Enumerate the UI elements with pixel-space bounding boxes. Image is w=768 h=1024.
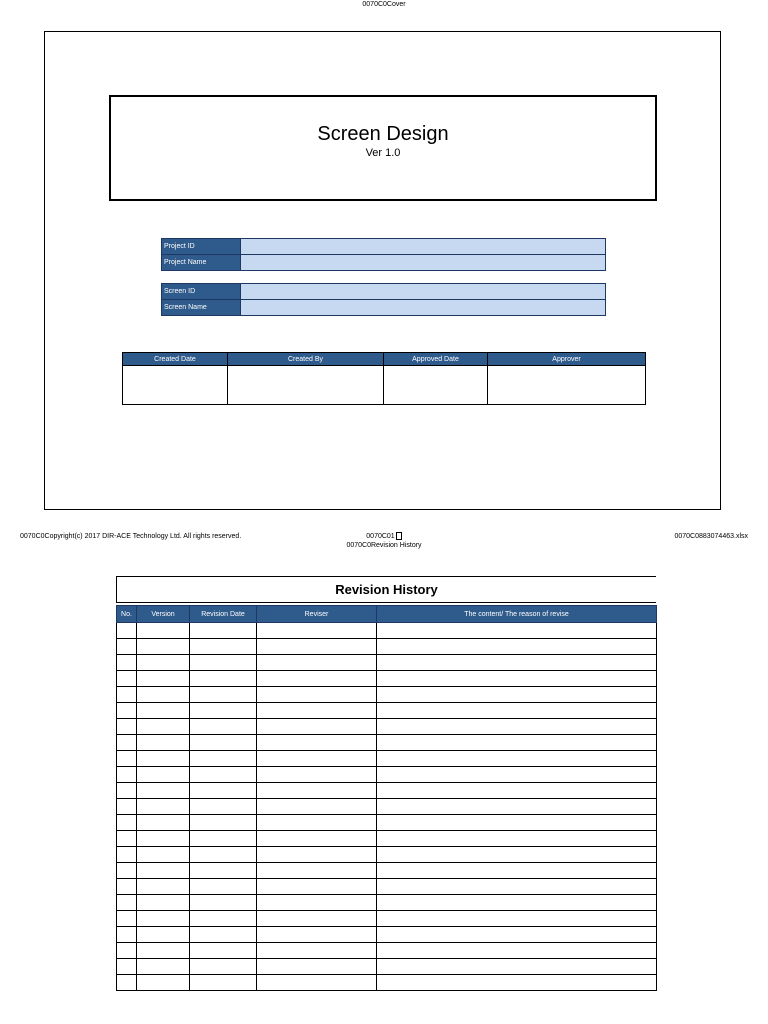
no-cell[interactable] bbox=[117, 687, 137, 703]
no-cell[interactable] bbox=[117, 655, 137, 671]
version-cell[interactable] bbox=[137, 895, 190, 911]
no-cell[interactable] bbox=[117, 927, 137, 943]
reason-cell[interactable] bbox=[377, 815, 657, 831]
revision-sheet-header: 0070C0Revision History bbox=[346, 542, 422, 549]
no-cell[interactable] bbox=[117, 975, 137, 991]
version-cell[interactable] bbox=[137, 831, 190, 847]
revision-date-cell[interactable] bbox=[190, 927, 257, 943]
table-row bbox=[117, 847, 657, 863]
screen-id-row bbox=[162, 284, 606, 300]
copyright-footer: 0070C0Copyright(c) 2017 DIR-ACE Technology Ltd. All rights reserved. bbox=[20, 533, 242, 540]
reviser-cell[interactable] bbox=[257, 735, 377, 751]
reason-cell[interactable] bbox=[377, 671, 657, 687]
revision-date-cell[interactable] bbox=[190, 751, 257, 767]
reason-cell[interactable] bbox=[377, 687, 657, 703]
reviser-cell[interactable] bbox=[257, 927, 377, 943]
table-row bbox=[117, 719, 657, 735]
table-row bbox=[117, 783, 657, 799]
created-by-header: Created By bbox=[228, 353, 384, 366]
project-name-row bbox=[162, 255, 606, 271]
version-cell[interactable] bbox=[137, 639, 190, 655]
table-row bbox=[117, 639, 657, 655]
version-cell[interactable] bbox=[137, 847, 190, 863]
version-cell[interactable] bbox=[137, 959, 190, 975]
no-cell[interactable] bbox=[117, 767, 137, 783]
created-by-cell[interactable] bbox=[228, 366, 384, 405]
screen-id-label: Screen ID bbox=[162, 284, 241, 300]
reviser-cell[interactable] bbox=[257, 959, 377, 975]
version-cell[interactable] bbox=[137, 719, 190, 735]
revision-date-cell[interactable] bbox=[190, 671, 257, 687]
reviser-cell[interactable] bbox=[257, 799, 377, 815]
revision-date-cell[interactable] bbox=[190, 703, 257, 719]
table-row bbox=[117, 927, 657, 943]
revision-date-cell[interactable] bbox=[190, 687, 257, 703]
table-row bbox=[117, 815, 657, 831]
reviser-cell[interactable] bbox=[257, 847, 377, 863]
no-cell[interactable] bbox=[117, 943, 137, 959]
page-marker-box bbox=[396, 532, 402, 540]
no-cell[interactable] bbox=[117, 959, 137, 975]
title-box bbox=[109, 95, 657, 201]
revision-table bbox=[116, 605, 657, 991]
approved-date-header: Approved Date bbox=[384, 353, 488, 366]
no-cell[interactable] bbox=[117, 735, 137, 751]
reviser-cell[interactable] bbox=[257, 719, 377, 735]
no-cell[interactable] bbox=[117, 751, 137, 767]
screen-info-table bbox=[161, 283, 606, 316]
reason-cell[interactable] bbox=[377, 703, 657, 719]
revision-date-cell[interactable] bbox=[190, 639, 257, 655]
reviser-cell[interactable] bbox=[257, 863, 377, 879]
version-cell[interactable] bbox=[137, 623, 190, 639]
reason-cell[interactable] bbox=[377, 767, 657, 783]
revision-date-cell[interactable] bbox=[190, 623, 257, 639]
created-date-cell[interactable] bbox=[123, 366, 228, 405]
page-number-text: 0070C01 bbox=[366, 533, 395, 540]
table-row bbox=[117, 799, 657, 815]
no-cell[interactable] bbox=[117, 671, 137, 687]
table-row bbox=[117, 735, 657, 751]
reason-cell[interactable] bbox=[377, 751, 657, 767]
revision-date-cell[interactable] bbox=[190, 911, 257, 927]
reason-cell[interactable] bbox=[377, 927, 657, 943]
table-row bbox=[117, 895, 657, 911]
reason-cell[interactable] bbox=[377, 799, 657, 815]
table-row bbox=[117, 959, 657, 975]
table-row bbox=[117, 863, 657, 879]
version-cell[interactable] bbox=[137, 735, 190, 751]
approved-date-cell[interactable] bbox=[384, 366, 488, 405]
table-row bbox=[117, 943, 657, 959]
version-cell[interactable] bbox=[137, 655, 190, 671]
reason-cell[interactable] bbox=[377, 943, 657, 959]
created-date-header: Created Date bbox=[123, 353, 228, 366]
version-cell[interactable] bbox=[137, 767, 190, 783]
page-number-footer bbox=[334, 532, 434, 541]
revision-title: Revision History bbox=[116, 576, 656, 603]
no-cell[interactable] bbox=[117, 719, 137, 735]
revision-date-cell[interactable] bbox=[190, 767, 257, 783]
version-cell[interactable] bbox=[137, 815, 190, 831]
revision-date-cell[interactable] bbox=[190, 895, 257, 911]
no-cell[interactable] bbox=[117, 799, 137, 815]
reason-column-header: The content/ The reason of revise bbox=[377, 606, 657, 623]
revision-date-cell[interactable] bbox=[190, 959, 257, 975]
version-column-header: Version bbox=[137, 606, 190, 623]
table-row bbox=[117, 975, 657, 991]
version-cell[interactable] bbox=[137, 975, 190, 991]
signoff-table bbox=[122, 352, 646, 405]
reviser-cell[interactable] bbox=[257, 751, 377, 767]
revision-date-cell[interactable] bbox=[190, 879, 257, 895]
no-cell[interactable] bbox=[117, 623, 137, 639]
reviser-cell[interactable] bbox=[257, 687, 377, 703]
no-cell[interactable] bbox=[117, 863, 137, 879]
reason-cell[interactable] bbox=[377, 831, 657, 847]
reason-cell[interactable] bbox=[377, 719, 657, 735]
reason-cell[interactable] bbox=[377, 879, 657, 895]
table-row bbox=[117, 751, 657, 767]
no-cell[interactable] bbox=[117, 639, 137, 655]
no-cell[interactable] bbox=[117, 879, 137, 895]
version-cell[interactable] bbox=[137, 671, 190, 687]
version-cell[interactable] bbox=[137, 863, 190, 879]
revision-date-cell[interactable] bbox=[190, 831, 257, 847]
reason-cell[interactable] bbox=[377, 783, 657, 799]
reviser-cell[interactable] bbox=[257, 671, 377, 687]
version-cell[interactable] bbox=[137, 943, 190, 959]
reviser-cell[interactable] bbox=[257, 943, 377, 959]
no-cell[interactable] bbox=[117, 831, 137, 847]
reviser-cell[interactable] bbox=[257, 783, 377, 799]
revision-date-cell[interactable] bbox=[190, 719, 257, 735]
approver-header: Approver bbox=[488, 353, 646, 366]
reviser-cell[interactable] bbox=[257, 895, 377, 911]
revision-table-body bbox=[117, 623, 657, 991]
reason-cell[interactable] bbox=[377, 623, 657, 639]
no-cell[interactable] bbox=[117, 911, 137, 927]
reviser-cell[interactable] bbox=[257, 879, 377, 895]
screen-name-label: Screen Name bbox=[162, 300, 241, 316]
version-cell[interactable] bbox=[137, 927, 190, 943]
no-cell[interactable] bbox=[117, 783, 137, 799]
reason-cell[interactable] bbox=[377, 975, 657, 991]
document-title: Screen Design bbox=[317, 123, 449, 145]
version-cell[interactable] bbox=[137, 687, 190, 703]
revision-date-cell[interactable] bbox=[190, 799, 257, 815]
reviser-column-header: Reviser bbox=[257, 606, 377, 623]
table-row bbox=[117, 623, 657, 639]
table-row bbox=[117, 911, 657, 927]
project-name-field[interactable] bbox=[241, 255, 606, 271]
reviser-cell[interactable] bbox=[257, 831, 377, 847]
version-cell[interactable] bbox=[137, 911, 190, 927]
reason-cell[interactable] bbox=[377, 863, 657, 879]
screen-name-row bbox=[162, 300, 606, 316]
version-cell[interactable] bbox=[137, 879, 190, 895]
reason-cell[interactable] bbox=[377, 655, 657, 671]
no-column-header: No. bbox=[117, 606, 137, 623]
reviser-cell[interactable] bbox=[257, 623, 377, 639]
document-version: Ver 1.0 bbox=[365, 147, 401, 159]
project-name-label: Project Name bbox=[162, 255, 241, 271]
project-id-field[interactable] bbox=[241, 239, 606, 255]
screen-id-field[interactable] bbox=[241, 284, 606, 300]
revision-date-cell[interactable] bbox=[190, 735, 257, 751]
project-info-table bbox=[161, 238, 606, 271]
table-row bbox=[117, 831, 657, 847]
table-row bbox=[117, 655, 657, 671]
reason-cell[interactable] bbox=[377, 639, 657, 655]
reviser-cell[interactable] bbox=[257, 703, 377, 719]
revision-date-cell[interactable] bbox=[190, 655, 257, 671]
no-cell[interactable] bbox=[117, 847, 137, 863]
revision-date-column-header: Revision Date bbox=[190, 606, 257, 623]
revision-date-cell[interactable] bbox=[190, 943, 257, 959]
version-cell[interactable] bbox=[137, 783, 190, 799]
revision-date-cell[interactable] bbox=[190, 975, 257, 991]
reviser-cell[interactable] bbox=[257, 815, 377, 831]
table-row bbox=[117, 767, 657, 783]
table-row bbox=[117, 671, 657, 687]
table-row bbox=[117, 687, 657, 703]
reason-cell[interactable] bbox=[377, 847, 657, 863]
revision-date-cell[interactable] bbox=[190, 815, 257, 831]
revision-date-cell[interactable] bbox=[190, 847, 257, 863]
screen-name-field[interactable] bbox=[241, 300, 606, 316]
approver-cell[interactable] bbox=[488, 366, 646, 405]
reason-cell[interactable] bbox=[377, 895, 657, 911]
reviser-cell[interactable] bbox=[257, 767, 377, 783]
revision-date-cell[interactable] bbox=[190, 863, 257, 879]
version-cell[interactable] bbox=[137, 799, 190, 815]
reason-cell[interactable] bbox=[377, 735, 657, 751]
reason-cell[interactable] bbox=[377, 959, 657, 975]
version-cell[interactable] bbox=[137, 751, 190, 767]
version-cell[interactable] bbox=[137, 703, 190, 719]
reviser-cell[interactable] bbox=[257, 911, 377, 927]
reviser-cell[interactable] bbox=[257, 975, 377, 991]
cover-sheet-header: 0070C0Cover bbox=[362, 1, 406, 8]
revision-date-cell[interactable] bbox=[190, 783, 257, 799]
table-row bbox=[117, 703, 657, 719]
no-cell[interactable] bbox=[117, 703, 137, 719]
table-row bbox=[117, 879, 657, 895]
project-id-label: Project ID bbox=[162, 239, 241, 255]
reviser-cell[interactable] bbox=[257, 639, 377, 655]
no-cell[interactable] bbox=[117, 815, 137, 831]
project-id-row bbox=[162, 239, 606, 255]
reviser-cell[interactable] bbox=[257, 655, 377, 671]
reason-cell[interactable] bbox=[377, 911, 657, 927]
filename-footer: 0070C0883074463.xlsx bbox=[674, 533, 748, 540]
no-cell[interactable] bbox=[117, 895, 137, 911]
